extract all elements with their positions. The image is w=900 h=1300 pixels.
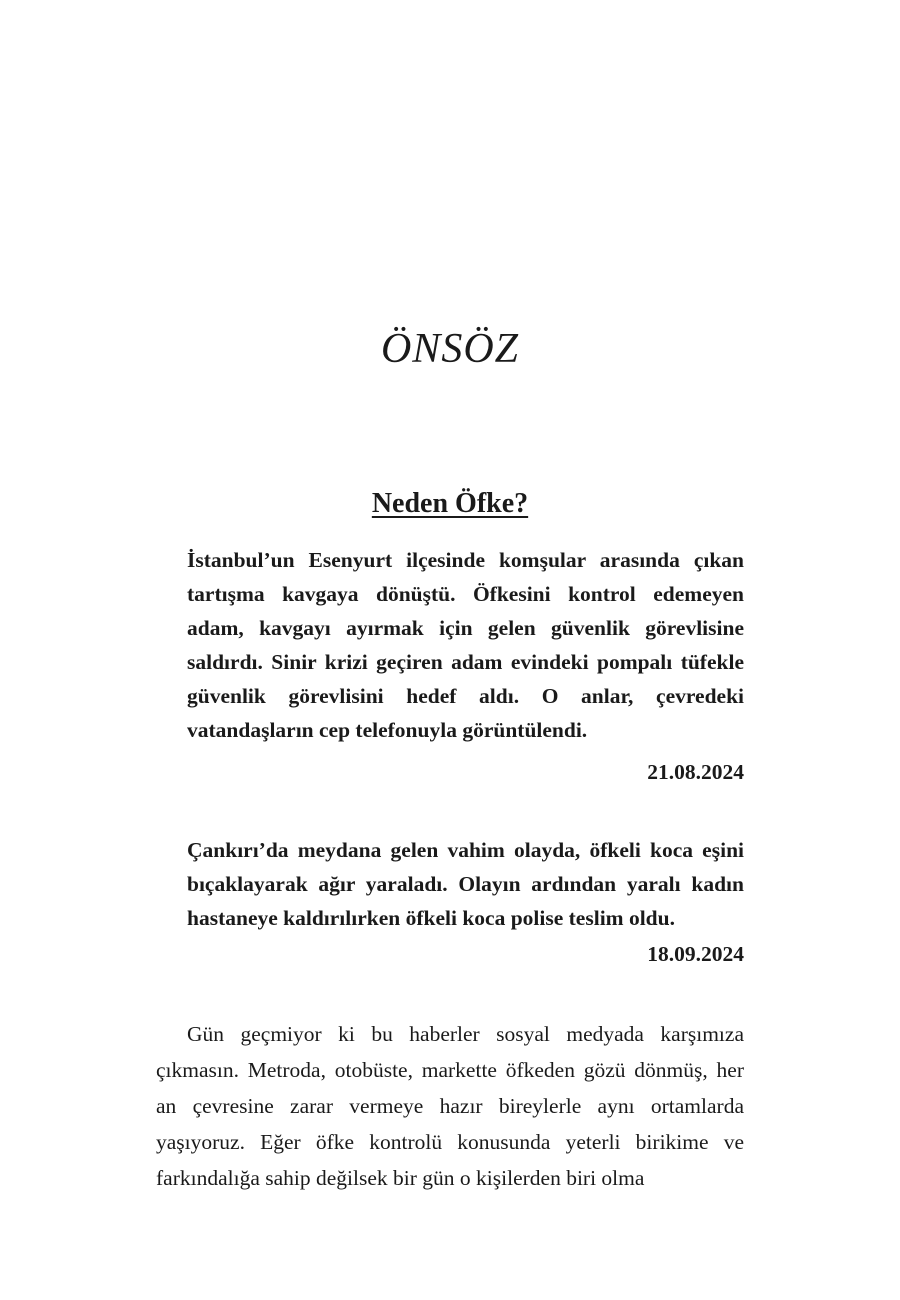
news-quote-1-date: 21.08.2024 xyxy=(647,760,744,784)
body-paragraph-text: Gün geçmiyor ki bu haberler sosyal medyada karşımıza çıkmasın. Metroda, otobüste, markette öfkeden gözü dönmüş, her an çevresine zarar vermeye hazır bireylerle aynı ortamlarda yaşıyoruz. Eğer öfke kontrolü konusunda yeterli birikime ve farkındalığa sahip değilsek bir gün o kişilerden biri olma xyxy=(156,1022,744,1190)
page-title: ÖNSÖZ xyxy=(380,326,520,372)
news-quote-2-date: 18.09.2024 xyxy=(647,942,744,966)
news-quote-1: İstanbul’un Esenyurt ilçesinde komşular arasında çıkan tartışma kavgaya dönüştü. Öfkesini kontrol edemeyen adam, kavgayı ayırmak için gelen güvenlik görevlisine saldırdı. Sinir krizi geçiren adam evindeki pompalı tüfekle güvenlik görevlisini hedef aldı. O anlar, çevredeki vatandaşların cep telefonuyla görüntülendi. xyxy=(187,548,744,742)
news-quote-2: Çankırı’da meydana gelen vahim olayda, öfkeli koca eşini bıçaklayarak ağır yaraladı. Olayın ardından yaralı kadın hastaneye kaldırılırken öfkeli koca polise teslim oldu. xyxy=(187,838,744,930)
body-paragraph xyxy=(156,1016,744,1196)
section-heading: Neden Öfke? xyxy=(371,488,529,519)
